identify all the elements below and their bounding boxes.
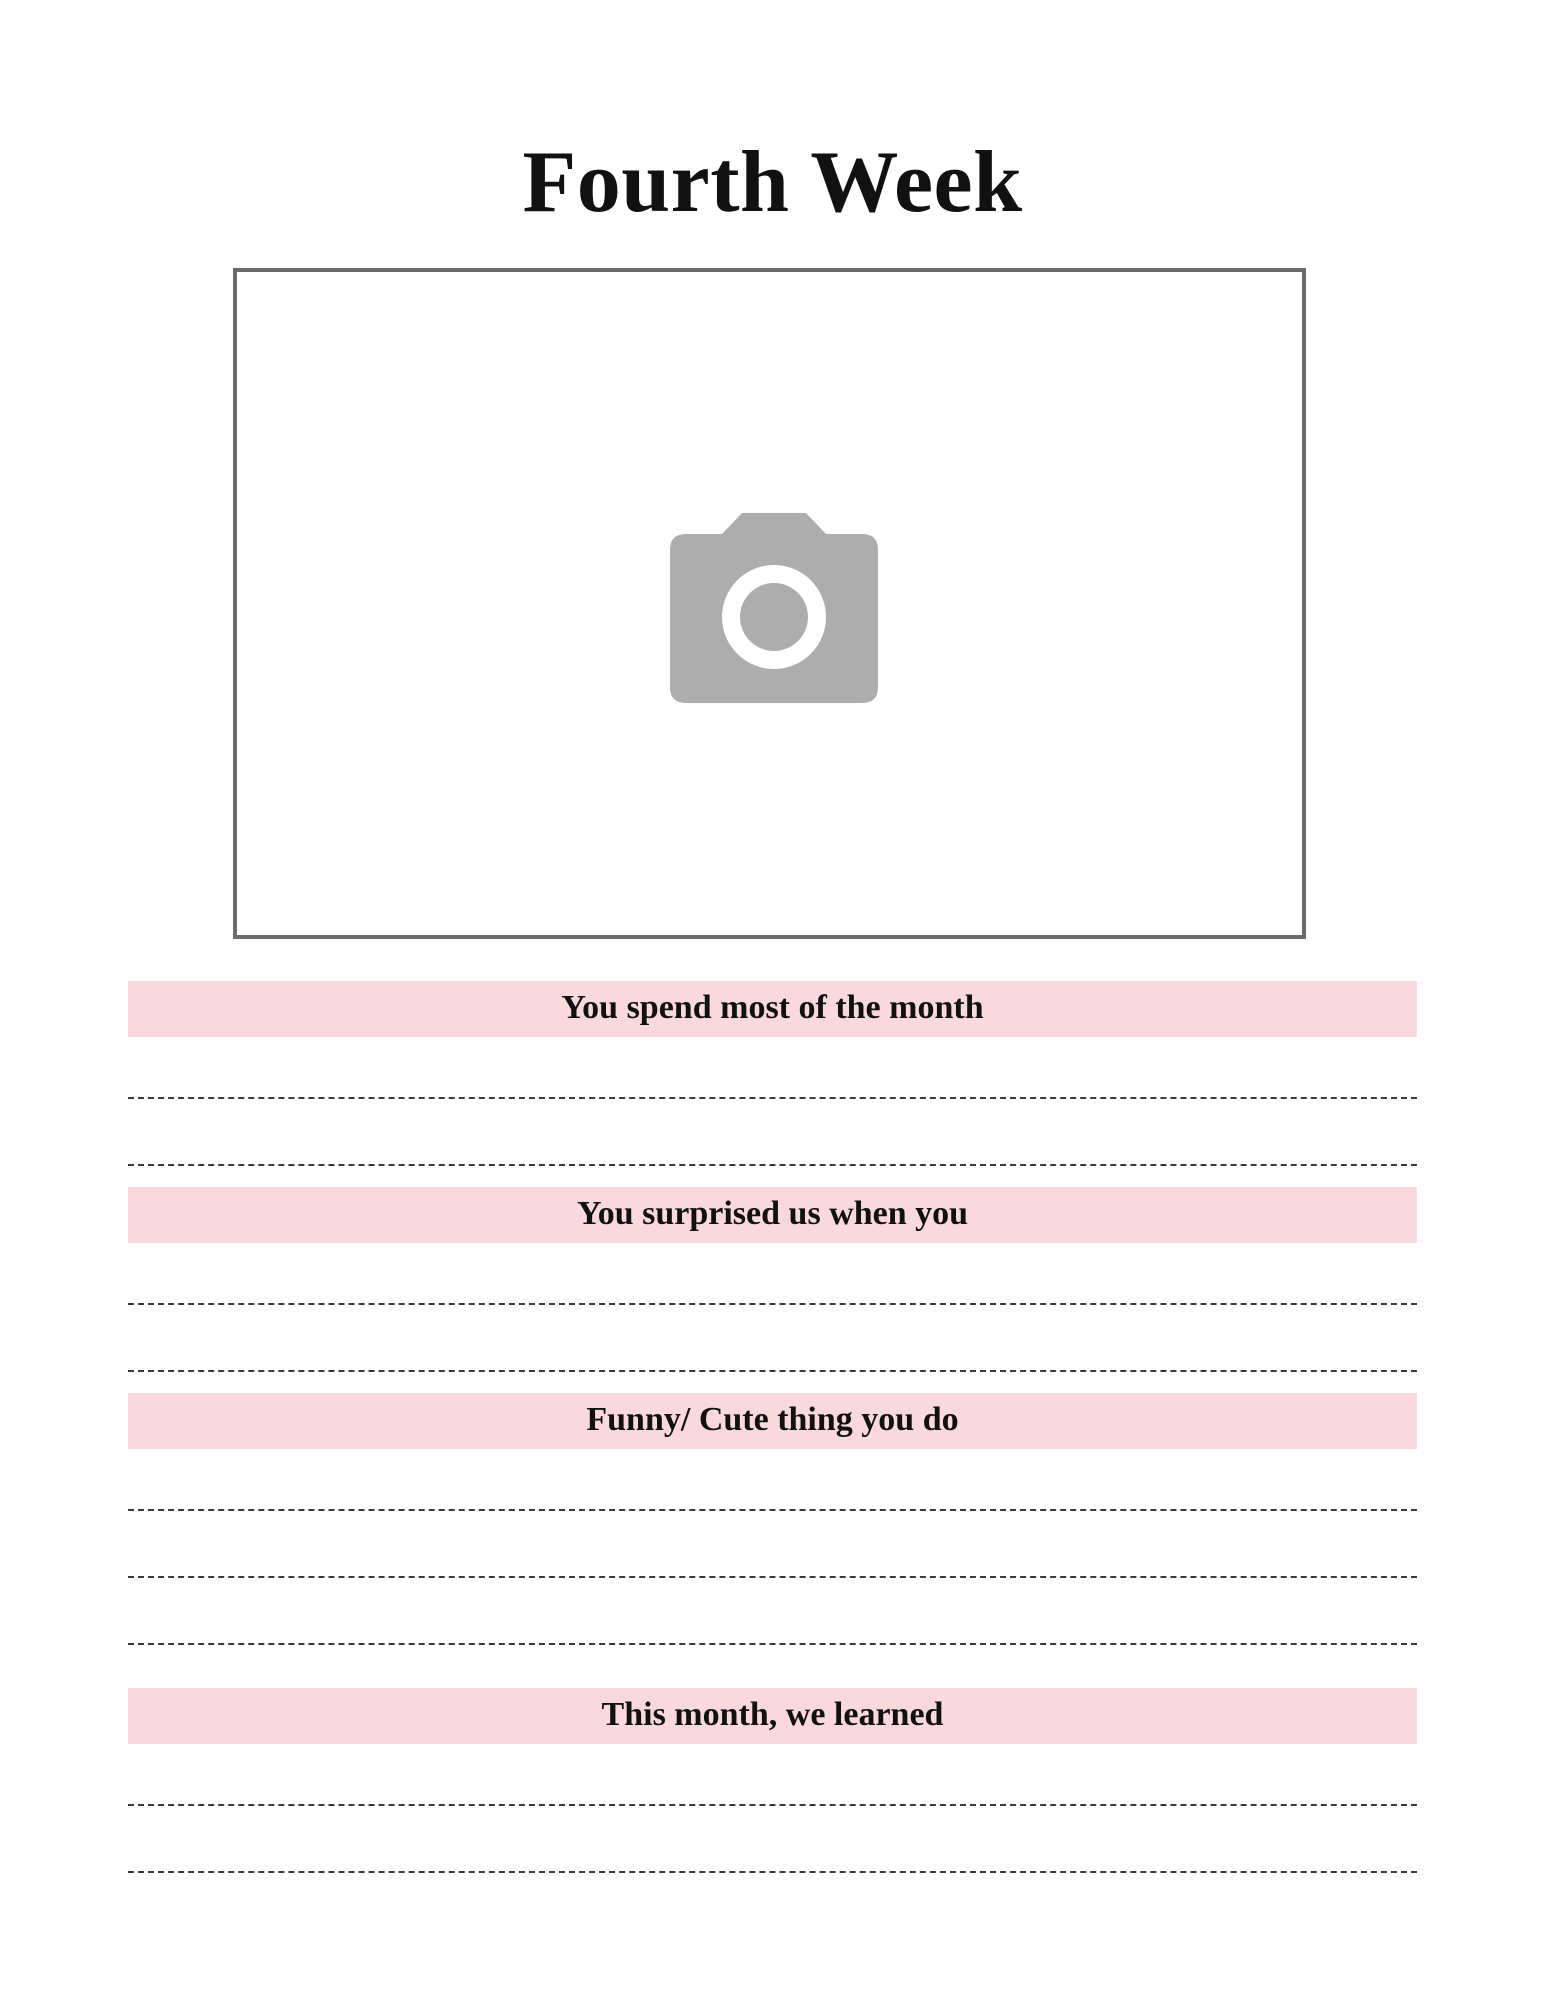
page-title: Fourth Week: [522, 134, 1023, 231]
section-header-spend-month: You spend most of the month: [128, 981, 1417, 1037]
writing-line[interactable]: [128, 1370, 1417, 1372]
section-header-surprised-us: You surprised us when you: [128, 1187, 1417, 1243]
section-header-funny-cute: Funny/ Cute thing you do: [128, 1393, 1417, 1449]
section-header-we-learned: This month, we learned: [128, 1688, 1417, 1744]
writing-line[interactable]: [128, 1576, 1417, 1578]
writing-line[interactable]: [128, 1509, 1417, 1511]
writing-line[interactable]: [128, 1303, 1417, 1305]
writing-line[interactable]: [128, 1871, 1417, 1873]
writing-line[interactable]: [128, 1643, 1417, 1645]
photo-placeholder[interactable]: [233, 268, 1306, 939]
camera-icon: [670, 513, 878, 703]
writing-line[interactable]: [128, 1804, 1417, 1806]
writing-line[interactable]: [128, 1097, 1417, 1099]
writing-line[interactable]: [128, 1164, 1417, 1166]
